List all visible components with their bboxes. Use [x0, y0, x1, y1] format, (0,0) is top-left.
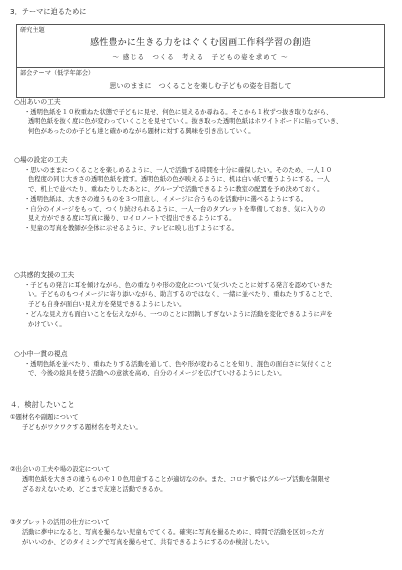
ba-line: で、机上で並べたり、重ねたりしたあとに、グループで活動できるように教室の配置を予め決めておく。 — [28, 186, 324, 194]
ba-line: ・透明色紙は、大きさの違うものを３つ用意し、イメージに合うものを活動中に選べるようにする。 — [24, 195, 308, 203]
kyokan-line: ・どんな見え方も面白いことを伝えながら、一つのことに固執しすぎないように活動を変化できるように声を — [24, 310, 333, 318]
ba-line: ・児童の写真を教師が全体に示せるように、テレビに映し出すようにする。 — [24, 225, 238, 233]
ba-section — [14, 155, 388, 234]
research-theme-main: 感性豊かに生きる力をはぐくむ図画工作科学習の創造 — [90, 38, 311, 48]
deai-line: 透明色紙を抜く度に色が変わっていくことを見せていく。抜き取った透明色紙はホワイトボードに貼っていき、 — [28, 118, 343, 126]
deai-heading: ○出あいの工夫 — [14, 98, 61, 106]
topic-3-line: 活動に夢中になると、写真を撮らない児童もでてくる。確実に写真を撮るために、時間で活動を区切った方 — [22, 528, 325, 536]
shochu-heading: ○小中一貫の視点 — [14, 350, 68, 358]
ba-line: 見え方ができる度に写真に撮り、ロイロノートで提出できるようにする。 — [28, 215, 236, 223]
shochu-line: ・透明色紙を並べたり、重ねたりする活動を通して、色や形が変わることを知り、混色の面白さに気付くこと — [24, 360, 333, 368]
deai-body — [14, 108, 388, 137]
kyokan-line: 子ども自身が面白い見え方を発見できるようにしたい。 — [28, 301, 186, 309]
dept-theme-label: 部会テーマ（低学年部会） — [20, 70, 95, 77]
topic-1 — [10, 413, 384, 433]
ba-heading: ○場の設定の工夫 — [14, 156, 68, 164]
section4-title: ４．検討したいこと — [10, 400, 75, 409]
kyokan-section — [14, 270, 388, 329]
shochu-body — [14, 360, 388, 380]
ba-line: ・思いのままにつくることを楽しめるように、一人で活動する時間を十分に確保したい。そのため、一人１０ — [24, 166, 333, 174]
topic-2-title: ②出会いの工夫や場の設定について — [10, 466, 110, 473]
research-theme-row — [17, 25, 384, 68]
kyokan-line: ・子どもの発言に耳を傾けながら、色の重なりや形の変化について気づいたことに対する発言を認めていきた — [24, 281, 333, 289]
topic-2 — [10, 465, 384, 494]
research-theme-sub: 〜 感じる つくる 考える 子どもの姿を求めて 〜 — [112, 53, 289, 61]
topic-3-line: がいいのか、どのタイミングで写真を撮らせて、共有できるようにするのか検討したい。 — [22, 538, 274, 546]
kyokan-body — [14, 281, 388, 330]
shochu-line: で、今後の絵具を使う活動への意欲を高め、自分のイメージを広げていけるようにしたい。 — [28, 370, 286, 378]
kyokan-line: かけていく。 — [28, 320, 66, 328]
ba-line: ・自分のイメージをもって、つくり続けられるように、一人一台のタブレットを準備しておき、気に入りの — [24, 205, 326, 213]
deai-line: ・透明色紙を１０枚重ねた状態で子どもに見せ、何色に見えるか尋ねる。そこから１枚ずつ抜き取りながら、 — [24, 108, 333, 116]
kyokan-heading: ○共感的支援の工夫 — [14, 271, 75, 279]
deai-line: 何色があったのか子ども達と確かめながら題材に対する興味を引き出していく。 — [28, 128, 255, 136]
topic-2-line: 透明色紙を大きさの違うものや１０色用意することが適切なのか。また、コロナ禍ではグループ活動を制限せ — [22, 475, 331, 483]
ba-body — [14, 166, 388, 234]
shochu-section — [14, 349, 388, 379]
kyokan-line: い。子どものもつイメージに寄り添いながら、助言するのではなく、一緒に並べたり、重ねたりすることで、 — [28, 291, 337, 299]
ba-line: 色程度の同じ大きさの透明色紙を渡す。透明色紙の色が映えるように、机は白い紙で覆うようにする。一人 — [28, 176, 330, 184]
topic-3-title: ③タブレットの活用の仕方について — [10, 519, 110, 526]
dept-theme-text: 思いのままに つくることを楽しむ子どもの姿を目指して — [109, 82, 292, 90]
section3-title: 3．テーマに迫るために — [10, 7, 87, 16]
research-theme-box — [16, 24, 385, 98]
section4 — [10, 399, 384, 410]
topic-1-line: 子どもがワクワクする題材名を考えたい。 — [22, 423, 142, 431]
topic-2-line: ざるおえないため、どこまで友達と活動できるか。 — [22, 485, 167, 493]
topic-3 — [10, 518, 384, 547]
deai-section — [14, 97, 388, 137]
topic-1-title: ①題材名や副題について — [10, 414, 79, 421]
research-theme-label: 研究主題 — [20, 27, 45, 34]
